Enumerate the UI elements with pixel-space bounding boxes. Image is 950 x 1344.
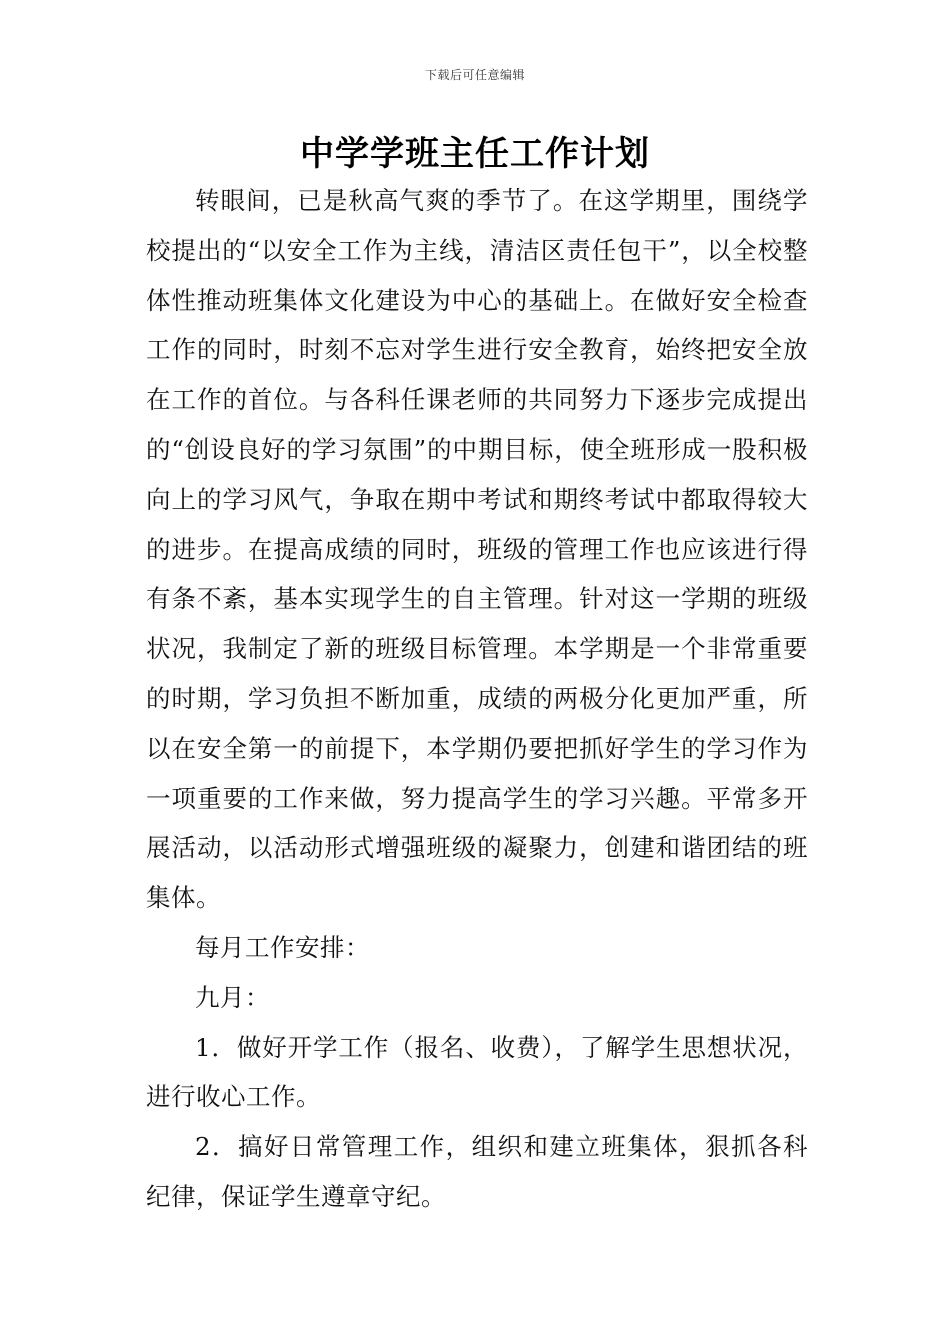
header-note: 下载后可任意编辑 <box>424 68 525 82</box>
september-item-1: 1．做好开学工作（报名、收费），了解学生思想状况，进行收心工作。 <box>146 1032 808 1112</box>
september-heading: 九月： <box>195 982 270 1012</box>
monthly-plan-heading: 每月工作安排： <box>195 932 370 962</box>
intro-paragraph: 转眼间，已是秋高气爽的季节了。在这学期里，围绕学校提出的“以安全工作为主线，清洁区责任包干”，以全校整体性推动班集体文化建设为中心的基础上。在做好安全检查工作的同时，时刻不忘对学生进行安全教育，始终把安全放在工作的首位。与各科任课老师的共同努力下逐步完成提出的“创设良好的学习氛围”的中期目标，使全班形成一股积极向上的学习风气，争取在期中考试和期终考试中都取得较大的进步。在提高成绩的同时，班级的管理工作也应该进行得有条不紊，基本实现学生的自主管理。针对这一学期的班级状况，我制定了新的班级目标管理。本学期是一个非常重要的时期，学习负担不断加重，成绩的两极分化更加严重，所以在安全第一的前提下，本学期仍要把抓好学生的学习作为一项重要的工作来做，努力提高学生的学习兴趣。平常多开展活动，以活动形式增强班级的凝聚力，创建和谐团结的班集体。 <box>146 186 808 913</box>
document-body <box>146 176 808 1222</box>
document-title: 中学学班主任工作计划 <box>300 134 650 174</box>
september-item-2: 2．搞好日常管理工作，组织和建立班集体，狠抓各科纪律，保证学生遵章守纪。 <box>146 1132 808 1211</box>
